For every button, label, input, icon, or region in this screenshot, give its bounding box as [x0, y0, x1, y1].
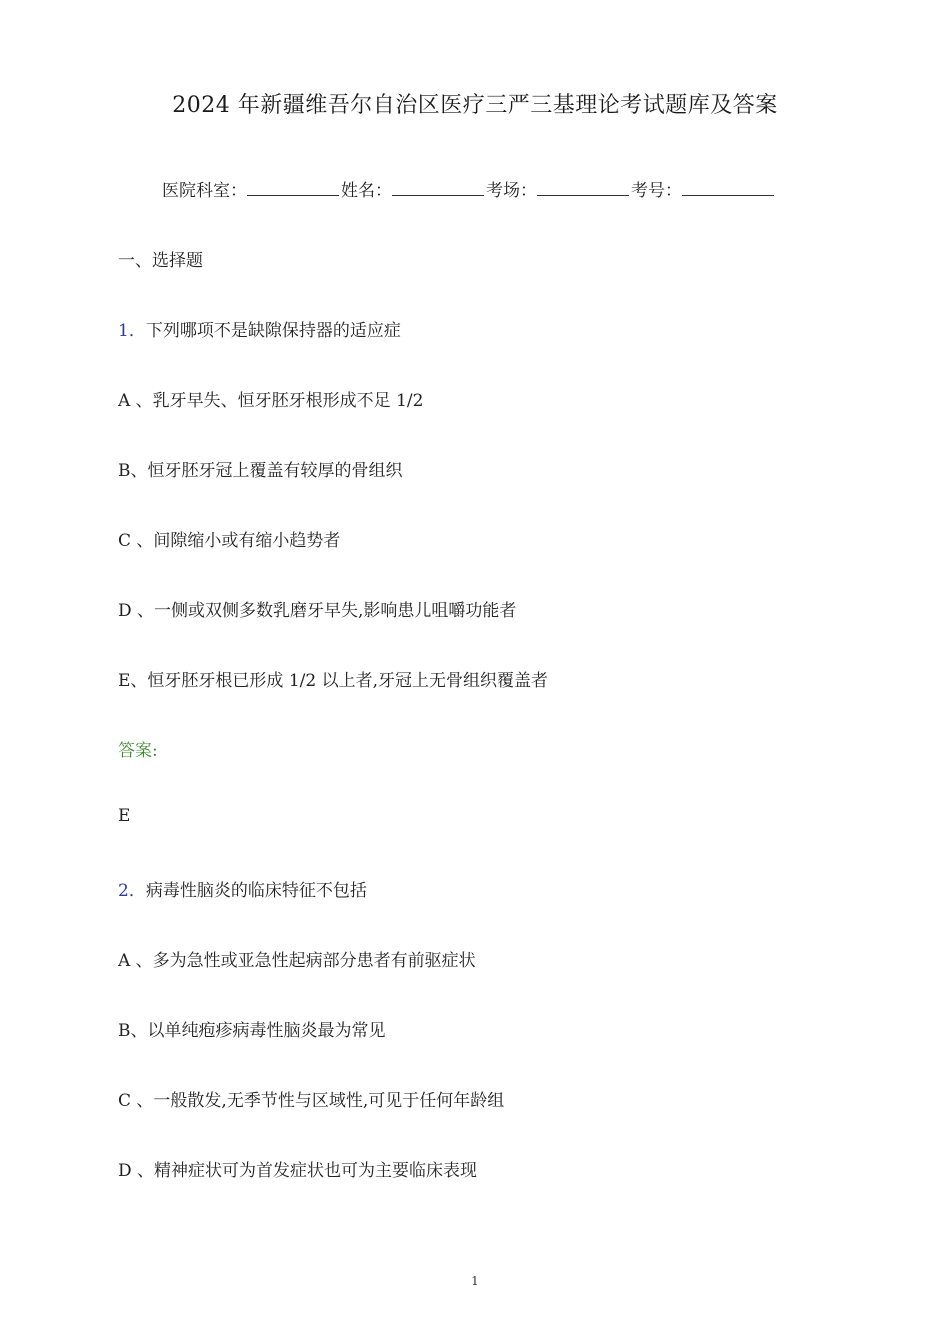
number-label: 考号： [631, 181, 682, 201]
room-blank [537, 177, 629, 196]
option-d: D 、精神症状可为首发症状也可为主要临床表现 [118, 1161, 478, 1181]
answer-value: E [118, 806, 131, 826]
option-b: B、以单纯疱疹病毒性脑炎最为常见 [118, 1021, 386, 1041]
number-blank [682, 177, 774, 196]
section-heading: 一、选择题 [118, 251, 203, 271]
option-a: A 、乳牙早失、恒牙胚牙根形成不足 1/2 [118, 391, 424, 411]
name-blank [392, 177, 484, 196]
question-number: 2． [118, 881, 146, 901]
page-number: 1 [471, 1274, 479, 1288]
name-label: 姓名： [341, 181, 392, 201]
dept-label: 医院科室： [162, 181, 247, 201]
exam-info-row [162, 176, 776, 201]
option-c: C 、一般散发,无季节性与区域性,可见于任何年龄组 [118, 1091, 505, 1111]
question-text: 下列哪项不是缺隙保持器的适应症 [145, 321, 401, 341]
document-title: 2024 年新疆维吾尔自治区医疗三严三基理论考试题库及答案 [172, 93, 778, 118]
answer-label: 答案: [118, 741, 158, 761]
option-e: E、恒牙胚牙根已形成 1/2 以上者,牙冠上无骨组织覆盖者 [118, 671, 548, 691]
question-text: 病毒性脑炎的临床特征不包括 [145, 881, 367, 901]
question-number: 1． [118, 321, 146, 341]
room-label: 考场： [486, 181, 537, 201]
option-a: A 、多为急性或亚急性起病部分患者有前驱症状 [118, 951, 476, 971]
question-2 [118, 876, 367, 901]
option-b: B、恒牙胚牙冠上覆盖有较厚的骨组织 [118, 461, 403, 481]
dept-blank [247, 177, 339, 196]
question-1 [118, 316, 401, 341]
option-d: D 、一侧或双侧多数乳磨牙早失,影响患儿咀嚼功能者 [118, 601, 517, 621]
option-c: C 、间隙缩小或有缩小趋势者 [118, 531, 341, 551]
